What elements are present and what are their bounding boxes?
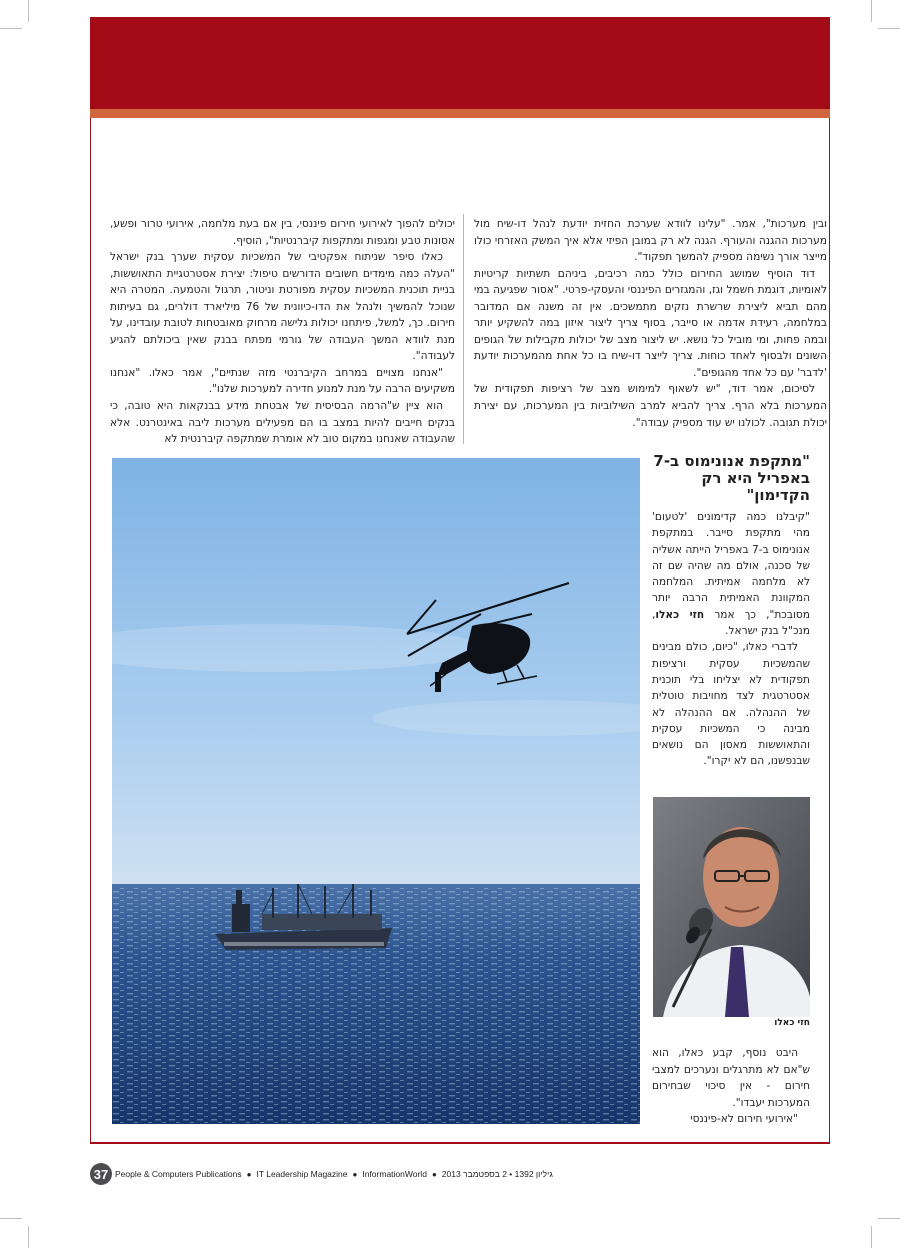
article-column-right [474,216,827,431]
header-stripe [90,109,830,118]
column-divider [463,214,464,444]
paragraph: כאלו סיפר שניתוח אפקטיבי של המשכיות עסקית שערך בנק ישראל "העלה כמה מימדים חשובים הדורשים טיפול: יצירת אסטרטגיית התאוששות, בניית תוכנית המשכיות עסקית מפורטת וניטור, תרגול והטמעה. המטרה היא שנוכל להמשיך ולנהל את הדו-כיוונית של 76 מיליארד דולרים, גם בעיתות חירום. כך, למשל, פיתחנו יכולות גלישה מרחוק מאובטחות לטובת עובדינו, על מנת לוודא המשך העבודה של גורמי מפתח בבנק שאין ביכולתם להגיע לעבודה". [110,251,455,363]
paragraph: דוד הוסיף שמושג החירום כולל כמה רכיבים, ביניהם תשתיות קריטיות לאומיות, דוגמת חשמל וגז, והמגזרים הפיננסי והעסקי-פרטי. "אסור שפגיעה במי מהם תביא ליצירת שרשרת נזקים מתמשכים. אין זה משנה אם המדובר במלחמה, רעידת אדמה או סייבר, בסוף צריך ליצור איזון במה להשקיע יותר ובמה פחות, ומי מוביל כל נושא. יש ליצור מצב של יכולות מקבילות של הגופים השונים ולבסוף לאחד כוחות. צריך לייצר דו-שיח בו כל אחת מהמערכות יודעת 'לדבר' עם כל אחד מהגופים". [474,267,827,379]
paragraph: ובין מערכות", אמר. "עלינו לוודא שערכת החזית יודעת לנהל דו-שיח מול מערכות ההגנה והעורף. הגנה לא רק במובן הפיזי אלא איך המשק האזרחי כולו מייצר אורך נשימה מספיק להמשך תפקוד". [474,218,827,264]
paragraph: "אנחנו מצויים במרחב הקיברנטי מזה שנתיים", אמר כאלו. "אנחנו משקיעים הרבה על מנת למנוע חדירה למערכות שלנו". [110,366,455,396]
sidebar-paragraph-text: , מנכ"ל בנק ישראל. [652,608,810,638]
helicopter-and-cargo-ship-photo [112,458,640,1124]
crop-mark [0,28,22,29]
page-number: 37 [90,1163,112,1185]
bullet-icon: ● [246,1169,252,1179]
sidebar-paragraph: לדברי כאלו, "כיום, כולם מבינים שהמשכיות עסקית ורציפות תפקודית לא יצליחו בלי תוכנית אסטרטגית לצד מחויבות טוטלית של ההנהלה. אם ההנהלה לא מבינה כי המשכיות עסקית והתאוששות מאסון הם נושאים שבנפשנו, הם לא יקרו". [652,641,810,768]
crop-mark [871,0,872,22]
sidebar-paragraph: היבט נוסף, קבע כאלו, הוא ש"אם לא מתרגלים ונערכים למצבי חירום - אין סיכוי שבחירום המערכות יעבדו". [652,1047,810,1109]
crop-mark [878,1218,900,1219]
sidebar-paragraph [652,509,810,639]
footer-site: InformationWorld [362,1169,427,1179]
paragraph: לסיכום, אמר דוד, "יש לשאוף למימוש מצב של רציפות תפקודית של המערכות בלא הרף. צריך להביא למרב השילוביות בין המערכות, עם יצירת יכולת תגובה. לכולנו יש עוד מספיק עבודה". [474,383,827,429]
crop-mark [0,1218,22,1219]
crop-mark [28,1226,29,1248]
paragraph: הוא ציין ש"הרמה הבסיסית של אבטחת מידע בבנקאות היא טובה, כי בנקים חייבים להיות במצב בו הם מפעילים מערכות ליבה באינטרנט. אלא שהעבודה שאנחנו במקום טוב לא אומרת שמתקפה קיברנטית לא [110,400,455,446]
sidebar-text [652,509,810,770]
sidebar-paragraph: "אירועי חירום לא-פיננסי [690,1113,798,1126]
sidebar-title: "מתקפת אנונימוס ב-7 באפריל היא רק הקדימון" [653,452,810,504]
bullet-icon: ● [352,1169,358,1179]
header-banner [90,17,830,109]
crop-mark [871,1226,872,1248]
page-footer [90,1162,830,1186]
footer-magazine: IT Leadership Magazine [256,1169,348,1179]
article-column-left [110,216,455,448]
crop-mark [878,28,900,29]
photo-caption: חזי כאלו [774,1018,810,1028]
sidebar-paragraph-text: "קיבלנו כמה קדימונים 'לטעום' מהי מתקפת סייבר. במתקפת אנונימוס ב-7 באפריל הייתה אשליה של סכנה, אולם מה שהיה שם זה לא מלחמה אמיתית. המלחמה המקוונת האמיתית הרבה יותר מסובכת", כך אמר [652,511,810,621]
crop-mark [28,0,29,22]
sidebar-text-bottom [652,1045,810,1128]
speaker-portrait-photo [653,797,810,1017]
bottom-rule [90,1142,830,1144]
footer-publisher: People & Computers Publications [115,1169,242,1179]
speaker-name: חזי כאלו [655,608,705,621]
bullet-icon: ● [431,1169,437,1179]
footer-issue: גיליון 1392 • 2 בספטמבר 2013 [441,1169,553,1179]
paragraph: יכולים להפוך לאירועי חירום פיננסי, בין אם בעת מלחמה, אירועי טרור ופשע, אסונות טבע ומגפות ומתקפות קיברנטיות", הוסיף. [110,218,455,247]
